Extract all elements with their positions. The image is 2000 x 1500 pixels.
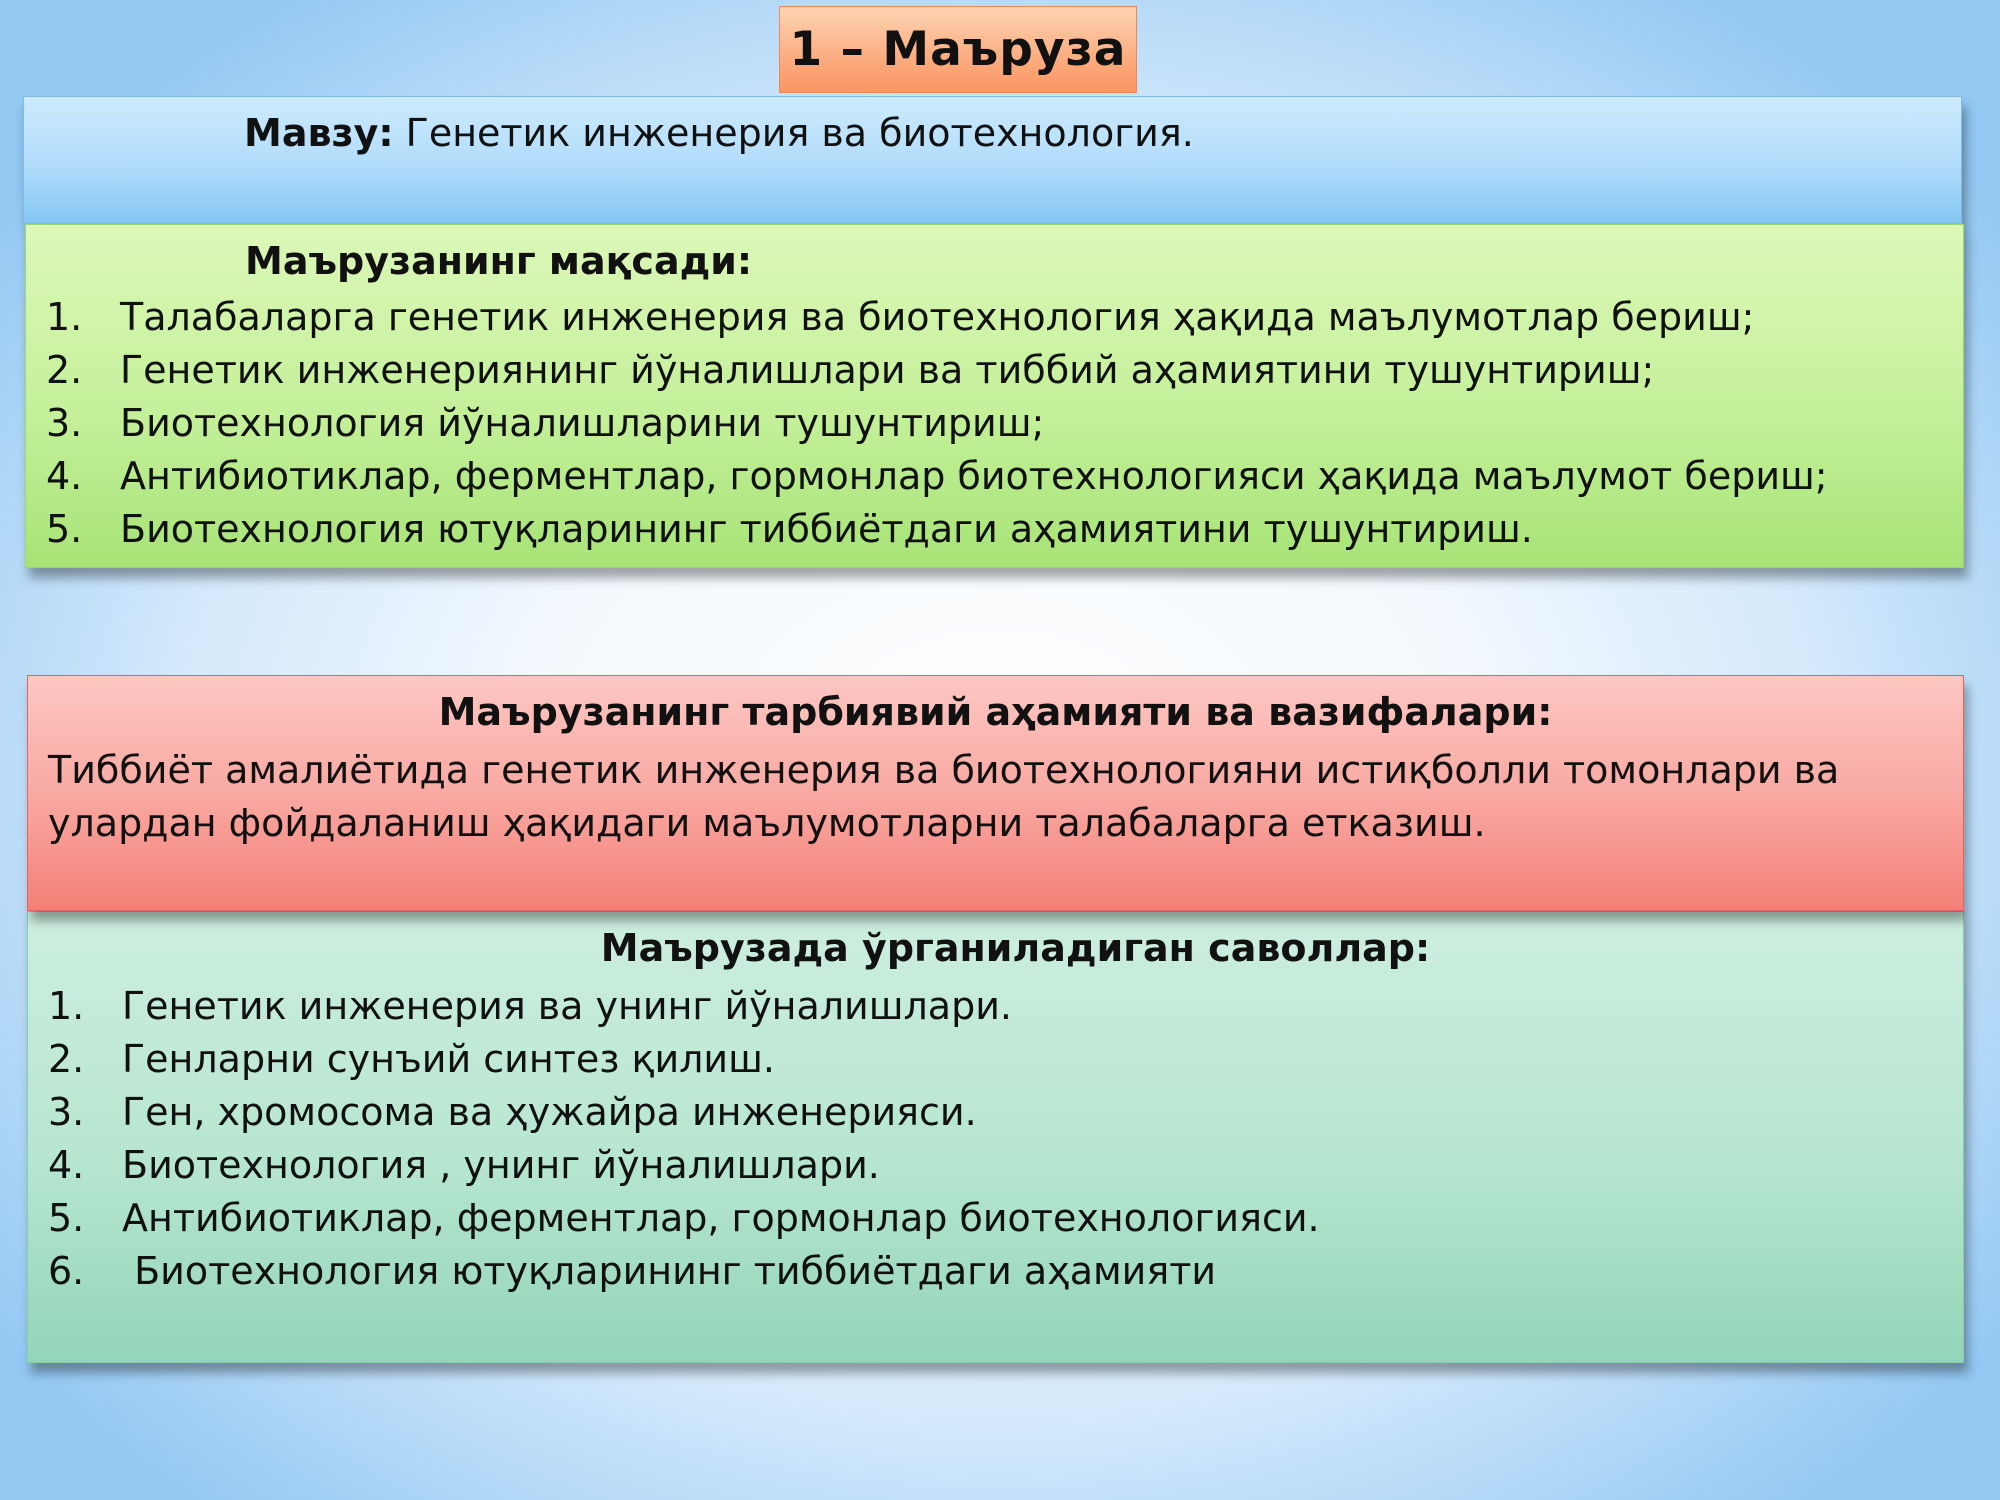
list-item [48,980,1320,1033]
list-number: 3. [46,401,83,445]
goals-heading: Маърузанинг мақсади: [245,239,753,283]
list-number: 4. [48,1143,85,1187]
topic-label: Мавзу: [244,111,394,155]
topic-box [23,96,1962,224]
questions-box [27,911,1964,1363]
goals-box [25,224,1964,568]
list-number: 3. [48,1090,85,1134]
slide-title: 1 – Маъруза [779,6,1137,93]
list-item [46,503,1828,556]
list-text: Генетик инженериянинг йўналишлари ва тиббий аҳамиятини тушунтириш; [120,348,1655,392]
questions-heading: Маърузада ўрганиладиган саволлар: [600,926,1431,970]
list-number: 2. [48,1037,85,1081]
goals-list [46,291,1828,556]
list-item [46,291,1828,344]
list-number: 2. [46,348,83,392]
educational-text: Тиббиёт амалиётида генетик инженерия ва биотехнологияни истиқболли томонлари ва улардан фойдаланиш ҳақидаги маълумотларни талабаларга етказиш. [48,748,1840,845]
list-text: Биотехнология , унинг йўналишлари. [122,1143,880,1187]
list-text: Генетик инженерия ва унинг йўналишлари. [122,984,1012,1028]
list-text: Талабаларга генетик инженерия ва биотехнология ҳақида маълумотлар бериш; [120,295,1755,339]
list-item [46,344,1828,397]
list-text: Биотехнология ютуқларининг тиббиётдаги аҳамиятини тушунтириш. [120,507,1533,551]
list-number: 6. [48,1249,85,1293]
list-item [46,450,1828,503]
list-text: Ген, хромосома ва ҳужайра инженерияси. [122,1090,977,1134]
topic-line [244,111,1194,155]
questions-list [48,980,1320,1298]
list-item [46,397,1828,450]
list-item [48,1086,1320,1139]
list-text: Биотехнология йўналишларини тушунтириш; [120,401,1045,445]
list-number: 5. [46,507,83,551]
list-number: 5. [48,1196,85,1240]
list-text: Антибиотиклар, ферментлар, гормонлар биотехнологияси. [122,1196,1320,1240]
list-text: Биотехнология ютуқларининг тиббиётдаги аҳамияти [122,1249,1217,1293]
list-number: 1. [48,984,85,1028]
list-number: 4. [46,454,83,498]
list-item [48,1245,1320,1298]
educational-box [27,675,1964,911]
list-item [48,1139,1320,1192]
list-item [48,1192,1320,1245]
list-item [48,1033,1320,1086]
list-text: Генларни сунъий синтез қилиш. [122,1037,775,1081]
list-number: 1. [46,295,83,339]
list-text: Антибиотиклар, ферментлар, гормонлар биотехнологияси ҳақида маълумот бериш; [120,454,1828,498]
topic-text: Генетик инженерия ва биотехнология. [393,111,1194,155]
educational-heading: Маърузанинг тарбиявий аҳамияти ва вазифалари: [438,690,1553,734]
